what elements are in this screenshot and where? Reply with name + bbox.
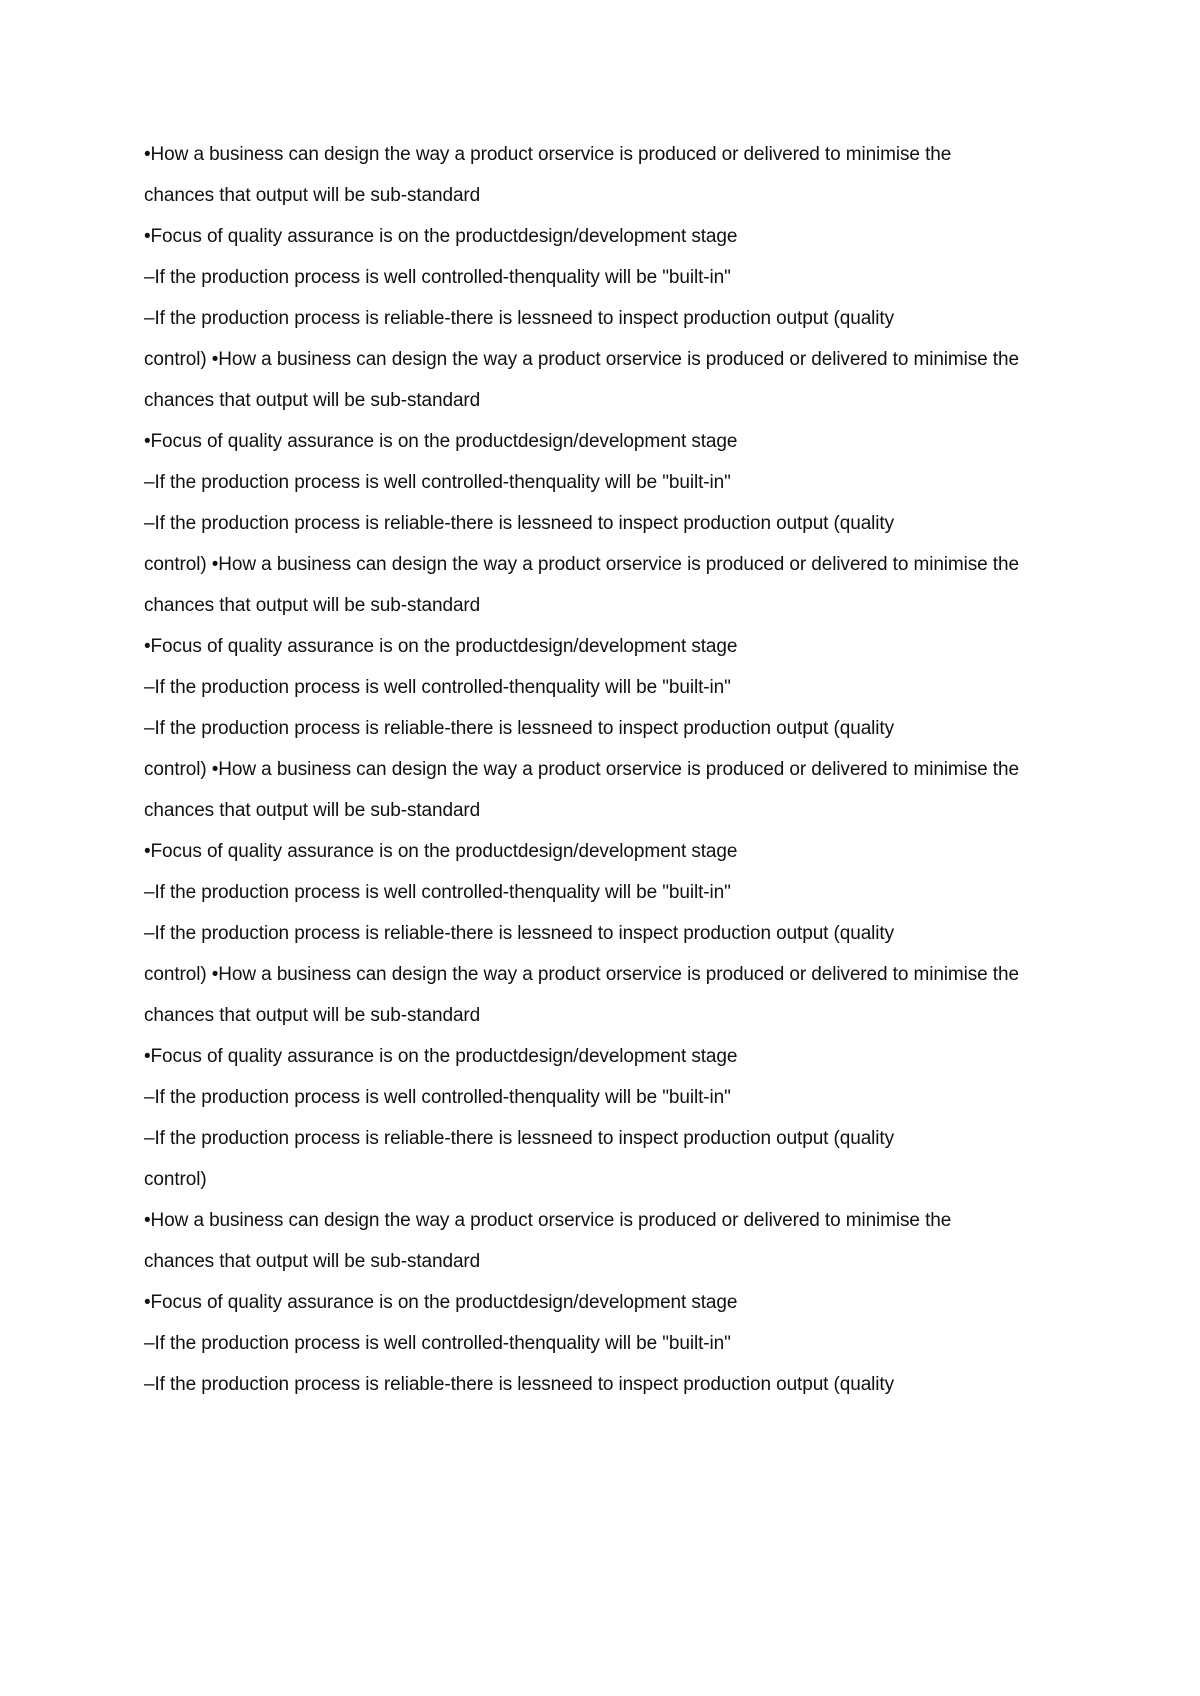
paragraph: chances that output will be sub-standard xyxy=(144,1251,481,1272)
paragraph: control) •How a business can design the way a product orservice is produced or delivered to minimise the xyxy=(144,349,1019,370)
paragraph: –If the production process is reliable-there is lessneed to inspect production output (quality xyxy=(144,513,894,534)
paragraph: •Focus of quality assurance is on the productdesign/development stage xyxy=(144,226,738,247)
paragraph: •Focus of quality assurance is on the productdesign/development stage xyxy=(144,1046,738,1067)
paragraph: –If the production process is well controlled-thenquality will be "built-in" xyxy=(144,1087,731,1108)
paragraph: •How a business can design the way a product orservice is produced or delivered to minimise the xyxy=(144,144,952,165)
paragraph: chances that output will be sub-standard xyxy=(144,595,481,616)
paragraph: –If the production process is well controlled-thenquality will be "built-in" xyxy=(144,267,731,288)
paragraph: chances that output will be sub-standard xyxy=(144,185,481,206)
paragraph: •Focus of quality assurance is on the productdesign/development stage xyxy=(144,1292,738,1313)
paragraph: –If the production process is reliable-there is lessneed to inspect production output (quality xyxy=(144,1128,894,1149)
paragraph: •Focus of quality assurance is on the productdesign/development stage xyxy=(144,841,738,862)
paragraph: –If the production process is well controlled-thenquality will be "built-in" xyxy=(144,882,731,903)
paragraph: control) •How a business can design the way a product orservice is produced or delivered to minimise the xyxy=(144,554,1019,575)
paragraph: –If the production process is reliable-there is lessneed to inspect production output (quality xyxy=(144,308,894,329)
document-body xyxy=(144,143,1064,1414)
paragraph: chances that output will be sub-standard xyxy=(144,1005,481,1026)
paragraph: chances that output will be sub-standard xyxy=(144,390,481,411)
paragraph: –If the production process is reliable-there is lessneed to inspect production output (quality xyxy=(144,1374,894,1395)
paragraph: chances that output will be sub-standard xyxy=(144,800,481,821)
paragraph: •How a business can design the way a product orservice is produced or delivered to minimise the xyxy=(144,1210,952,1231)
paragraph: –If the production process is well controlled-thenquality will be "built-in" xyxy=(144,472,731,493)
paragraph: •Focus of quality assurance is on the productdesign/development stage xyxy=(144,636,738,657)
paragraph: –If the production process is well controlled-thenquality will be "built-in" xyxy=(144,1333,731,1354)
paragraph: –If the production process is well controlled-thenquality will be "built-in" xyxy=(144,677,731,698)
paragraph: –If the production process is reliable-there is lessneed to inspect production output (quality xyxy=(144,923,894,944)
paragraph: •Focus of quality assurance is on the productdesign/development stage xyxy=(144,431,738,452)
paragraph: –If the production process is reliable-there is lessneed to inspect production output (quality xyxy=(144,718,894,739)
paragraph: control) •How a business can design the way a product orservice is produced or delivered to minimise the xyxy=(144,759,1019,780)
paragraph: control) xyxy=(144,1169,207,1190)
paragraph: control) •How a business can design the way a product orservice is produced or delivered to minimise the xyxy=(144,964,1019,985)
